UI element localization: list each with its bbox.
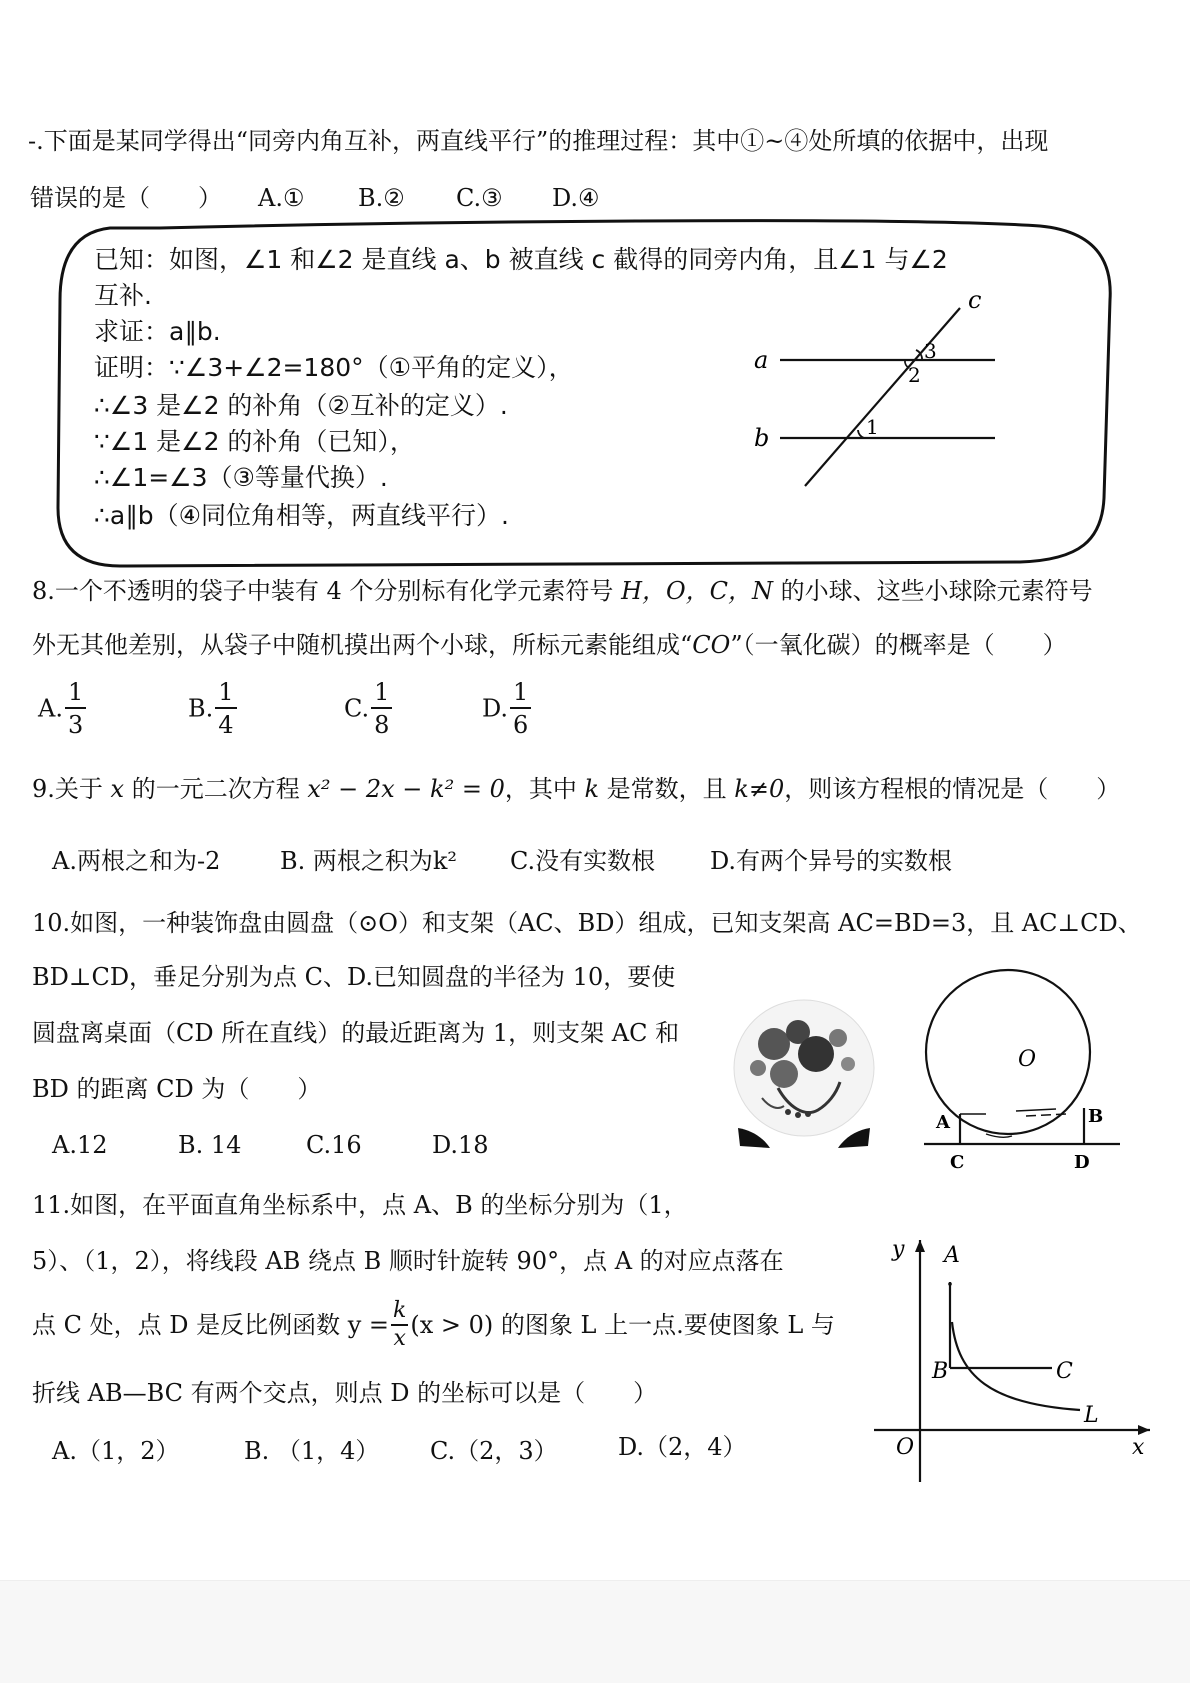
q11-text-a: 点 C 处，点 D 是反比例函数 y = xyxy=(32,1311,390,1339)
q10-stem-line4: BD 的距离 CD 为（ ） xyxy=(32,1075,322,1103)
q8-option-a-den: 3 xyxy=(67,711,84,739)
q11-coordinate-figure xyxy=(870,1226,1160,1492)
q7-option-a: A.① xyxy=(258,184,305,212)
q9-prefix: 9.关于 xyxy=(32,775,111,803)
q7-given-line2: 互补. xyxy=(94,281,152,310)
q8-option-c-fraction xyxy=(371,680,392,737)
q8-elements: H，O，C，N xyxy=(621,577,774,605)
q8-text-b: 的小球、这些小球除元素符号 xyxy=(773,577,1093,605)
q7-angle-2: 2 xyxy=(908,363,921,387)
q9-stem xyxy=(32,774,1120,804)
q7-prove: 求证：a∥b. xyxy=(94,317,221,346)
q9-option-d: D.有两个异号的实数根 xyxy=(710,847,953,875)
q7-stem-line1: -.下面是某同学得出“同旁内角互补，两直线平行”的推理过程：其中①~④处所填的依据中，出现 xyxy=(28,127,1049,155)
q7-proof-step-1: 证明：∵∠3+∠2=180°（①平角的定义）， xyxy=(94,353,574,382)
q11-label-y: y xyxy=(892,1237,905,1262)
q8-option-a-fraction xyxy=(65,680,86,737)
q8-option-a-label: A. xyxy=(38,694,63,723)
q11-option-d: D.（2，4） xyxy=(618,1433,747,1461)
q11-label-a: A xyxy=(944,1243,960,1268)
q10-stem-line2: BD⊥CD，垂足分别为点 C、D.已知圆盘的半径为 10，要使 xyxy=(32,963,676,991)
q9-condition: k≠0 xyxy=(734,775,785,803)
q7-option-b: B.② xyxy=(358,184,405,212)
q8-option-d xyxy=(482,680,531,737)
q8-option-d-den: 6 xyxy=(513,711,529,739)
q9-after-b: 是常数，且 xyxy=(599,775,735,803)
q11-frac-num: k xyxy=(391,1300,408,1326)
q9-after-a: ，其中 xyxy=(504,775,585,803)
q10-label-c: C xyxy=(950,1152,965,1173)
q11-label-x: x xyxy=(1132,1435,1145,1460)
q10-option-b: B. 14 xyxy=(178,1131,242,1159)
q8-stem-line2 xyxy=(32,630,1067,660)
q8-option-b-num: 1 xyxy=(215,680,236,709)
q10-decorative-plate-photo xyxy=(718,998,890,1166)
q7-proof-step-4: ∴∠1=∠3（③等量代换）. xyxy=(94,463,388,492)
q7-given-line1: 已知：如图，∠1 和∠2 是直线 a、b 被直线 c 截得的同旁内角，且∠1 与∠2 xyxy=(94,245,948,274)
q7-label-c: c xyxy=(968,286,982,314)
q11-text-b: (x > 0) 的图象 L 上一点.要使图象 L 与 xyxy=(410,1311,835,1339)
q11-stem-line2: 5）、（1，2），将线段 AB 绕点 B 顺时针旋转 90°，点 A 的对应点落在 xyxy=(32,1247,784,1275)
q10-label-o: O xyxy=(1018,1047,1037,1072)
q8-text-d: ”（一氧化碳）的概率是（ ） xyxy=(730,631,1067,659)
q11-label-c: C xyxy=(1056,1359,1073,1384)
q8-option-b-den: 4 xyxy=(218,711,234,739)
q8-text-c: 外无其他差别，从袋子中随机摸出两个小球，所标元素能组成“ xyxy=(32,631,693,659)
q9-option-c: C.没有实数根 xyxy=(510,847,656,875)
q7-label-b: b xyxy=(754,424,770,452)
q9-var-x: x xyxy=(110,775,125,803)
q7-proof-step-3: ∵∠1 是∠2 的补角（已知）， xyxy=(94,427,415,456)
q11-option-c: C.（2，3） xyxy=(430,1437,558,1465)
q7-angle-3: 3 xyxy=(924,339,937,363)
q8-option-b-label: B. xyxy=(188,694,214,723)
q7-angle-1: 1 xyxy=(866,415,879,439)
q8-option-c-label: C. xyxy=(344,694,370,723)
q11-frac-den: x xyxy=(393,1326,406,1351)
q8-option-a xyxy=(38,680,86,737)
q10-label-b: B xyxy=(1088,1106,1104,1127)
q10-option-a: A.12 xyxy=(52,1131,108,1159)
q8-option-c-den: 8 xyxy=(374,711,390,739)
q9-mid: 的一元二次方程 xyxy=(124,775,308,803)
q8-option-a-num: 1 xyxy=(65,680,86,709)
q9-after-c: ，则该方程根的情况是（ ） xyxy=(784,775,1121,803)
q7-proof-step-2: ∴∠3 是∠2 的补角（②互补的定义）. xyxy=(94,391,508,420)
q8-option-c xyxy=(344,680,392,737)
q9-option-b: B. 两根之积为k² xyxy=(280,847,458,875)
q10-label-d: D xyxy=(1074,1152,1090,1173)
q7-label-a: a xyxy=(754,346,769,374)
q8-text-a: 8.一个不透明的袋子中装有 4 个分别标有化学元素符号 xyxy=(32,577,622,605)
q10-stem-line1: 10.如图，一种装饰盘由圆盘（⊙O）和支架（AC、BD）组成，已知支架高 AC=BD=3，且 AC⊥CD、 xyxy=(32,909,1142,937)
q8-stem-line1 xyxy=(32,576,1093,606)
q8-option-d-label: D. xyxy=(482,694,509,723)
q8-option-d-fraction xyxy=(510,680,531,737)
q10-option-d: D.18 xyxy=(432,1131,489,1159)
q7-parallel-lines-figure xyxy=(740,286,1020,496)
q9-option-a: A.两根之和为-2 xyxy=(52,847,221,875)
q8-option-d-num: 1 xyxy=(510,680,531,709)
q11-stem-line1: 11.如图，在平面直角坐标系中，点 A、B 的坐标分别为（1， xyxy=(32,1191,688,1219)
q11-option-a: A.（1，2） xyxy=(52,1437,180,1465)
q10-stem-line3: 圆盘离桌面（CD 所在直线）的最近距离为 1，则支架 AC 和 xyxy=(32,1019,680,1047)
q11-stem-line4: 折线 AB—BC 有两个交点，则点 D 的坐标可以是（ ） xyxy=(32,1379,658,1407)
q7-option-c: C.③ xyxy=(456,184,503,212)
q10-label-a: A xyxy=(936,1112,950,1133)
q8-option-c-num: 1 xyxy=(371,680,392,709)
q10-circle-figure xyxy=(916,968,1126,1173)
q7-option-d: D.④ xyxy=(552,184,600,212)
q11-label-l: L xyxy=(1084,1403,1099,1428)
q11-label-b: B xyxy=(932,1359,949,1384)
q9-equation: x² − 2x − k² = 0 xyxy=(307,775,505,803)
q11-option-b: B. （1，4） xyxy=(244,1437,380,1465)
q8-co: CO xyxy=(692,631,731,659)
q11-label-o: O xyxy=(896,1435,915,1460)
q7-stem-line2: 错误的是（ ） xyxy=(30,184,222,212)
q11-stem-line3 xyxy=(32,1300,835,1350)
q8-option-b xyxy=(188,680,237,737)
q10-option-c: C.16 xyxy=(306,1131,362,1159)
q11-fraction-k-over-x xyxy=(391,1300,408,1350)
q9-var-k: k xyxy=(584,775,600,803)
q7-proof-step-5: ∴a∥b（④同位角相等，两直线平行）. xyxy=(94,501,509,530)
page-bottom-margin xyxy=(0,1580,1190,1683)
q8-option-b-fraction xyxy=(215,680,236,737)
